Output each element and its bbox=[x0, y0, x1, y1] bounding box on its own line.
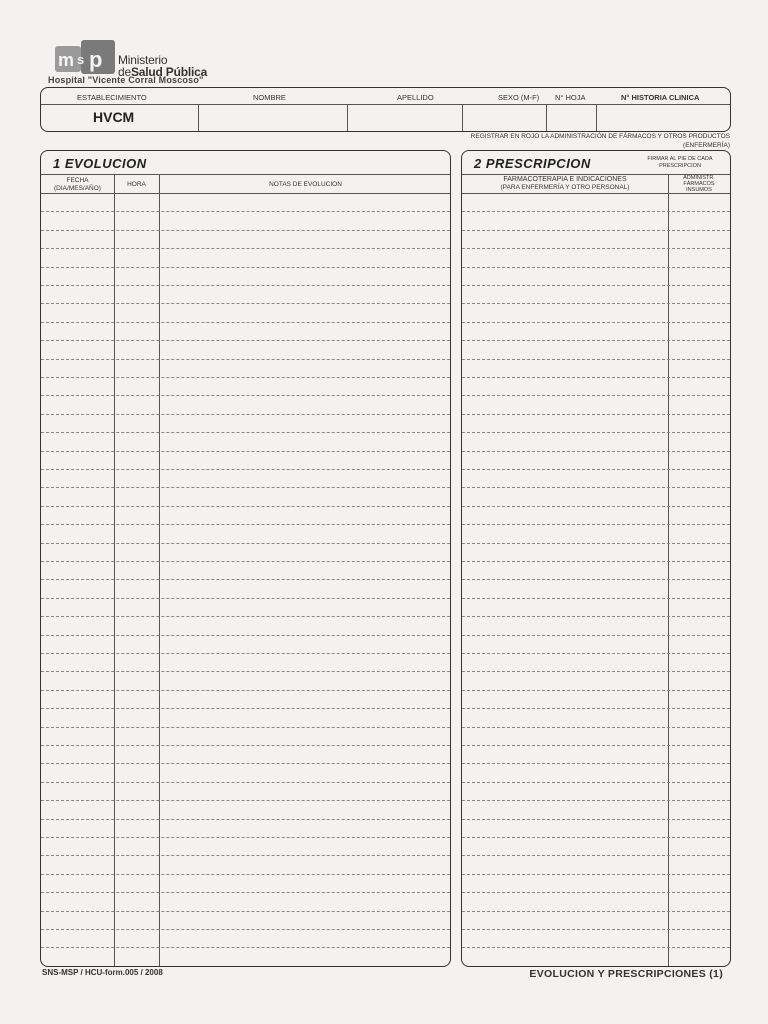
ruled-line bbox=[462, 340, 730, 341]
col-farmacoterapia-line1: FARMACOTERAPIA E INDICACIONES bbox=[503, 176, 627, 183]
ruled-line bbox=[41, 303, 450, 304]
ruled-line bbox=[41, 285, 450, 286]
red-ink-instruction-line2: (ENFERMERÍA) bbox=[683, 142, 730, 149]
ruled-line bbox=[462, 579, 730, 580]
ruled-line bbox=[462, 230, 730, 231]
sexo-label: SEXO (M-F) bbox=[498, 93, 540, 102]
svg-text:s: s bbox=[77, 52, 85, 67]
ruled-line bbox=[462, 561, 730, 562]
red-ink-instruction bbox=[471, 132, 730, 150]
ruled-line bbox=[462, 322, 730, 323]
ruled-line bbox=[41, 727, 450, 728]
ruled-line bbox=[462, 506, 730, 507]
evolucion-title: 1 EVOLUCION bbox=[53, 156, 147, 171]
ruled-line bbox=[462, 837, 730, 838]
hoja-label: N° HOJA bbox=[555, 93, 586, 102]
ruled-line bbox=[41, 708, 450, 709]
id-column-divider bbox=[462, 104, 463, 131]
col-farmacoterapia-header bbox=[462, 176, 668, 192]
ruled-line bbox=[41, 340, 450, 341]
prescripcion-panel bbox=[461, 150, 731, 967]
ruled-line bbox=[462, 487, 730, 488]
ruled-line bbox=[41, 929, 450, 930]
nombre-label: NOMBRE bbox=[253, 93, 286, 102]
col-fecha-line2: (DIA/MES/AÑO) bbox=[54, 185, 101, 192]
ruled-line bbox=[462, 763, 730, 764]
ruled-line bbox=[462, 745, 730, 746]
ministry-line2-prefix: de bbox=[118, 65, 131, 79]
ruled-line bbox=[41, 635, 450, 636]
ruled-line bbox=[41, 745, 450, 746]
ruled-line bbox=[41, 543, 450, 544]
col-administr-line3: INSUMOS bbox=[686, 187, 712, 193]
ruled-line bbox=[462, 432, 730, 433]
ruled-line bbox=[41, 892, 450, 893]
ruled-line bbox=[462, 855, 730, 856]
prescripcion-rows[interactable] bbox=[462, 193, 730, 966]
form-code: SNS-MSP / HCU-form.005 / 2008 bbox=[42, 968, 163, 977]
ruled-line bbox=[462, 671, 730, 672]
firmar-line2: PRESCRIPCION bbox=[659, 163, 701, 169]
col-notas-header: NOTAS DE EVOLUCION bbox=[269, 181, 342, 188]
msp-logo-icon bbox=[55, 40, 115, 80]
svg-text:p: p bbox=[89, 47, 103, 72]
hospital-name: Hospital "Vicente Corral Moscoso" bbox=[48, 75, 204, 85]
ruled-line bbox=[41, 211, 450, 212]
ruled-line bbox=[462, 947, 730, 948]
ruled-line bbox=[462, 690, 730, 691]
ruled-line bbox=[41, 947, 450, 948]
ruled-line bbox=[41, 819, 450, 820]
ruled-line bbox=[41, 561, 450, 562]
ruled-line bbox=[41, 377, 450, 378]
ruled-line bbox=[462, 800, 730, 801]
ruled-line bbox=[462, 782, 730, 783]
col-fecha-header bbox=[41, 177, 114, 193]
id-column-divider bbox=[546, 104, 547, 131]
ruled-line bbox=[462, 598, 730, 599]
firmar-instruction bbox=[640, 156, 720, 170]
ruled-line bbox=[462, 414, 730, 415]
establecimiento-label: ESTABLECIMIENTO bbox=[77, 93, 147, 102]
ruled-line bbox=[462, 727, 730, 728]
apellido-label: APELLIDO bbox=[397, 93, 434, 102]
ruled-line bbox=[41, 248, 450, 249]
ruled-line bbox=[41, 616, 450, 617]
ruled-line bbox=[41, 763, 450, 764]
ruled-line bbox=[462, 819, 730, 820]
ruled-line bbox=[462, 377, 730, 378]
ruled-line bbox=[462, 267, 730, 268]
ruled-line bbox=[41, 432, 450, 433]
ruled-line bbox=[41, 395, 450, 396]
ruled-line bbox=[462, 211, 730, 212]
ruled-line bbox=[41, 322, 450, 323]
id-column-divider bbox=[596, 104, 597, 131]
svg-text:m: m bbox=[58, 50, 75, 70]
ruled-line bbox=[41, 690, 450, 691]
col-farmacoterapia-line2: (PARA ENFERMERÍA Y OTRO PERSONAL) bbox=[500, 184, 630, 191]
ruled-line bbox=[41, 911, 450, 912]
ruled-line bbox=[41, 414, 450, 415]
ruled-line bbox=[41, 487, 450, 488]
ruled-line bbox=[41, 469, 450, 470]
ruled-line bbox=[41, 874, 450, 875]
form-title: EVOLUCION Y PRESCRIPCIONES (1) bbox=[529, 968, 723, 980]
ruled-line bbox=[462, 653, 730, 654]
ruled-line bbox=[462, 451, 730, 452]
ruled-line bbox=[462, 635, 730, 636]
ministry-line2-bold: Salud Pública bbox=[130, 65, 208, 79]
ruled-line bbox=[462, 524, 730, 525]
red-ink-instruction-line1: REGISTRAR EN ROJO LA ADMINISTRACIÓN DE FÁRMACOS Y OTROS PRODUCTOS bbox=[470, 133, 730, 140]
ruled-line bbox=[462, 929, 730, 930]
ruled-line bbox=[41, 506, 450, 507]
ruled-line bbox=[41, 837, 450, 838]
ruled-line bbox=[41, 855, 450, 856]
ruled-line bbox=[41, 598, 450, 599]
ruled-line bbox=[462, 395, 730, 396]
ruled-line bbox=[462, 543, 730, 544]
firmar-line1: FIRMAR AL PIE DE CADA bbox=[647, 156, 713, 162]
evolucion-header-top-line bbox=[41, 174, 450, 175]
ruled-line bbox=[41, 230, 450, 231]
ruled-line bbox=[41, 359, 450, 360]
col-administr-line2: FÁRMACOS bbox=[683, 181, 715, 187]
prescripcion-title: 2 PRESCRIPCION bbox=[474, 156, 591, 171]
col-hora-header: HORA bbox=[127, 181, 146, 188]
historia-clinica-label: N° HISTORIA CLINICA bbox=[621, 93, 700, 102]
ruled-line bbox=[41, 800, 450, 801]
ruled-line bbox=[41, 653, 450, 654]
ministry-line1: Ministerio bbox=[118, 53, 168, 67]
id-column-divider bbox=[347, 104, 348, 131]
ruled-line bbox=[462, 911, 730, 912]
col-administr-line1: ADMINISTR. bbox=[683, 175, 715, 181]
ruled-line bbox=[41, 782, 450, 783]
ruled-line bbox=[462, 359, 730, 360]
ruled-line bbox=[462, 303, 730, 304]
ruled-line bbox=[41, 267, 450, 268]
id-row-divider bbox=[41, 104, 730, 105]
evolucion-panel bbox=[40, 150, 451, 967]
patient-id-box bbox=[40, 87, 731, 132]
ruled-line bbox=[41, 524, 450, 525]
ruled-line bbox=[462, 469, 730, 470]
ruled-line bbox=[462, 892, 730, 893]
ruled-line bbox=[462, 616, 730, 617]
ruled-line bbox=[462, 285, 730, 286]
ruled-line bbox=[41, 579, 450, 580]
ruled-line bbox=[462, 708, 730, 709]
id-column-divider bbox=[198, 104, 199, 131]
evolucion-rows[interactable] bbox=[41, 193, 450, 966]
col-fecha-line1: FECHA bbox=[66, 177, 89, 184]
col-administr-header bbox=[668, 175, 730, 193]
establecimiento-value[interactable]: HVCM bbox=[93, 109, 135, 125]
ruled-line bbox=[462, 248, 730, 249]
ruled-line bbox=[41, 451, 450, 452]
ruled-line bbox=[41, 671, 450, 672]
ruled-line bbox=[462, 874, 730, 875]
